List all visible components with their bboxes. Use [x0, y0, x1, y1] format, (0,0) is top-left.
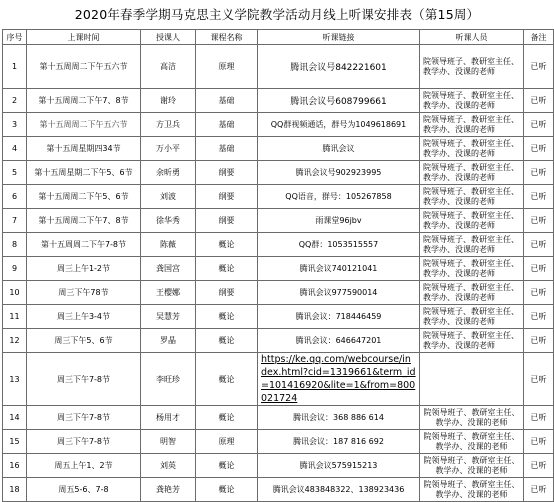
cell-note: 已听 — [524, 478, 554, 502]
cell-teacher: 明智 — [141, 430, 196, 454]
cell-no: 13 — [3, 353, 27, 406]
cell-link[interactable]: 腾讯会议740121041 — [258, 257, 420, 281]
cell-note: 已听 — [524, 430, 554, 454]
table-row — [3, 137, 554, 161]
cell-course: 纲要 — [196, 161, 258, 185]
cell-teacher: 刘英 — [141, 454, 196, 478]
header-people: 听课人员 — [420, 30, 524, 45]
cell-time: 第十五周周二下午五六节 — [27, 113, 141, 137]
cell-teacher: 龚国宫 — [141, 257, 196, 281]
cell-no: 8 — [3, 233, 27, 257]
cell-teacher: 徐华秀 — [141, 209, 196, 233]
header-note: 备注 — [524, 30, 554, 45]
cell-course: 概论 — [196, 353, 258, 406]
cell-no: 4 — [3, 137, 27, 161]
cell-time: 第十五周星期四34节 — [27, 137, 141, 161]
cell-link[interactable]: 雨课堂96jbv — [258, 209, 420, 233]
cell-no: 16 — [3, 454, 27, 478]
cell-teacher: 吴慧芳 — [141, 305, 196, 329]
cell-people: 院领导班子、教研室主任、教学办、没课的老师 — [420, 257, 524, 281]
cell-time: 周五上午1、2节 — [27, 454, 141, 478]
cell-link[interactable]: 腾讯会议：187 816 692 — [258, 430, 420, 454]
cell-course: 概论 — [196, 406, 258, 430]
table-row — [3, 406, 554, 430]
cell-course: 基础 — [196, 137, 258, 161]
cell-note: 已听 — [524, 45, 554, 89]
table-row — [3, 45, 554, 89]
cell-people: 院领导班子、教研室主任、教学办、没课的老师 — [420, 478, 524, 502]
cell-time: 第十五周周二下午7-8节 — [27, 233, 141, 257]
cell-people: 院领导班子、教研室主任、教学办、没课的老师 — [420, 281, 524, 305]
table-row — [3, 305, 554, 329]
table-row — [3, 233, 554, 257]
cell-note: 已听 — [524, 257, 554, 281]
cell-no: 2 — [3, 89, 27, 113]
cell-teacher: 罗晶 — [141, 329, 196, 353]
cell-note: 已听 — [524, 406, 554, 430]
table-row — [3, 281, 554, 305]
cell-time: 周三下午7-8节 — [27, 406, 141, 430]
cell-people: 院领导班子、教研室主任、教学办、没课的老师 — [420, 113, 524, 137]
cell-time: 周三上午3-4节 — [27, 305, 141, 329]
cell-teacher: 杨用才 — [141, 406, 196, 430]
cell-people: 院领导班子、教研室主任、教学办、没课的老师 — [420, 45, 524, 89]
cell-people: 院领导班子、教研室主任、教学办、没课的老师 — [420, 209, 524, 233]
cell-course: 概论 — [196, 305, 258, 329]
course-url-link[interactable]: https://ke.qq.com/webcourse/index.html?cid=1319661&term_id=101416920&lite=1&from=800021724 — [261, 354, 416, 404]
cell-link[interactable]: 腾讯会议号902923995 — [258, 161, 420, 185]
cell-link[interactable]: QQ群视频通话，群号为1049618691 — [258, 113, 420, 137]
schedule-table — [2, 29, 554, 502]
cell-no: 11 — [3, 305, 27, 329]
cell-course: 纲要 — [196, 281, 258, 305]
cell-course: 基础 — [196, 113, 258, 137]
page-title: 2020年春季学期马克思主义学院教学活动月线上听课安排表（第15周） — [74, 7, 480, 22]
cell-people: 院领导班子、教研室主任、教学办、没课的老师 — [420, 406, 524, 430]
cell-note: 已听 — [524, 454, 554, 478]
cell-no: 14 — [3, 406, 27, 430]
cell-no: 15 — [3, 430, 27, 454]
table-row — [3, 478, 554, 502]
cell-teacher: 李旺珍 — [141, 353, 196, 406]
cell-teacher: 陈薇 — [141, 233, 196, 257]
table-header — [3, 30, 554, 45]
cell-no: 3 — [3, 113, 27, 137]
table-row — [3, 113, 554, 137]
cell-course: 原理 — [196, 430, 258, 454]
cell-no: 9 — [3, 257, 27, 281]
cell-no: 5 — [3, 161, 27, 185]
cell-no: 10 — [3, 281, 27, 305]
cell-note: 已听 — [524, 353, 554, 406]
cell-people: 院领导班子、教研室主任、教学办、没课的老师 — [420, 233, 524, 257]
cell-course: 概论 — [196, 478, 258, 502]
cell-no: 7 — [3, 209, 27, 233]
cell-time: 周三下午78节 — [27, 281, 141, 305]
cell-time: 第十五周星期二下午5、6节 — [27, 161, 141, 185]
cell-link[interactable]: 腾讯会议：646647201 — [258, 329, 420, 353]
cell-link[interactable]: QQ群：1053515557 — [258, 233, 420, 257]
cell-note: 已听 — [524, 161, 554, 185]
cell-link[interactable]: 腾讯会议：368 886 614 — [258, 406, 420, 430]
cell-time: 周三下午7-8节 — [27, 353, 141, 406]
cell-note: 已听 — [524, 329, 554, 353]
cell-note: 已听 — [524, 233, 554, 257]
table-row — [3, 329, 554, 353]
cell-teacher: 刘波 — [141, 185, 196, 209]
cell-link[interactable]: 腾讯会议号608799661 — [258, 89, 420, 113]
cell-course: 概论 — [196, 329, 258, 353]
cell-people: 院领导班子、教研室主任、教学办、没课的老师 — [420, 430, 524, 454]
cell-note: 已听 — [524, 281, 554, 305]
header-time: 上课时间 — [27, 30, 141, 45]
table-body — [3, 45, 554, 502]
cell-teacher: 龚艳芳 — [141, 478, 196, 502]
cell-link[interactable]: 腾讯会议977590014 — [258, 281, 420, 305]
cell-link[interactable]: 腾讯会议：718446459 — [258, 305, 420, 329]
cell-people: 院领导班子、教研室主任、教学办、没课的老师 — [420, 89, 524, 113]
cell-people: 院领导班子、教研室主任、教学办、没课的老师 — [420, 454, 524, 478]
cell-no: 6 — [3, 185, 27, 209]
cell-time: 第十五周周二下午五六节 — [27, 45, 141, 89]
cell-teacher: 余昕勇 — [141, 161, 196, 185]
header-row — [3, 30, 554, 45]
cell-link[interactable]: 腾讯会议 — [258, 137, 420, 161]
cell-time: 周三上午1-2节 — [27, 257, 141, 281]
cell-link[interactable]: 腾讯会议575915213 — [258, 454, 420, 478]
cell-people: 院领导班子、教研室主任、教学办、没课的老师 — [420, 137, 524, 161]
cell-note: 已听 — [524, 89, 554, 113]
header-teacher: 授课人 — [141, 30, 196, 45]
cell-course: 基础 — [196, 89, 258, 113]
cell-no: 12 — [3, 329, 27, 353]
cell-note: 已听 — [524, 113, 554, 137]
cell-link[interactable] — [258, 353, 420, 406]
header-course: 课程名称 — [196, 30, 258, 45]
cell-people: 院领导班子、教研室主任、教学办、没课的老师 — [420, 329, 524, 353]
cell-link[interactable]: 腾讯会议号842221601 — [258, 45, 420, 89]
cell-course: 纲要 — [196, 185, 258, 209]
cell-note: 已听 — [524, 305, 554, 329]
cell-link[interactable]: QQ语音，群号：105267858 — [258, 185, 420, 209]
cell-teacher: 高洁 — [141, 45, 196, 89]
cell-people: 院领导班子、教研室主任、教学办、没课的老师 — [420, 161, 524, 185]
cell-time: 第十五周周二下午7、8节 — [27, 209, 141, 233]
cell-no: 18 — [3, 478, 27, 502]
cell-teacher: 方卫兵 — [141, 113, 196, 137]
cell-people: 院领导班子、教研室主任、教学办、没课的老师 — [420, 305, 524, 329]
table-row — [3, 209, 554, 233]
table-row — [3, 430, 554, 454]
cell-teacher: 王樱娜 — [141, 281, 196, 305]
table-row — [3, 454, 554, 478]
table-row — [3, 353, 554, 406]
cell-time: 周五5-6、7-8 — [27, 478, 141, 502]
cell-note: 已听 — [524, 209, 554, 233]
cell-time: 周三下午7-8节 — [27, 430, 141, 454]
cell-link[interactable]: 腾讯会议483848322、138923436 — [258, 478, 420, 502]
cell-course: 纲要 — [196, 209, 258, 233]
cell-course: 概论 — [196, 454, 258, 478]
cell-teacher: 万小平 — [141, 137, 196, 161]
cell-course: 概论 — [196, 257, 258, 281]
header-link: 听课链接 — [258, 30, 420, 45]
cell-note: 已听 — [524, 185, 554, 209]
cell-course: 原理 — [196, 45, 258, 89]
cell-time: 周三下午5、6节 — [27, 329, 141, 353]
cell-teacher: 谢玲 — [141, 89, 196, 113]
cell-people — [420, 353, 524, 406]
table-row — [3, 257, 554, 281]
cell-no: 1 — [3, 45, 27, 89]
cell-note: 已听 — [524, 137, 554, 161]
cell-time: 第十五周周二下午5、6节 — [27, 185, 141, 209]
table-row — [3, 89, 554, 113]
table-row — [3, 161, 554, 185]
cell-time: 第十五周周二下午7、8节 — [27, 89, 141, 113]
header-no: 序号 — [3, 30, 27, 45]
cell-people: 院领导班子、教研室主任、教学办、没课的老师 — [420, 185, 524, 209]
cell-course: 概论 — [196, 233, 258, 257]
table-row — [3, 185, 554, 209]
